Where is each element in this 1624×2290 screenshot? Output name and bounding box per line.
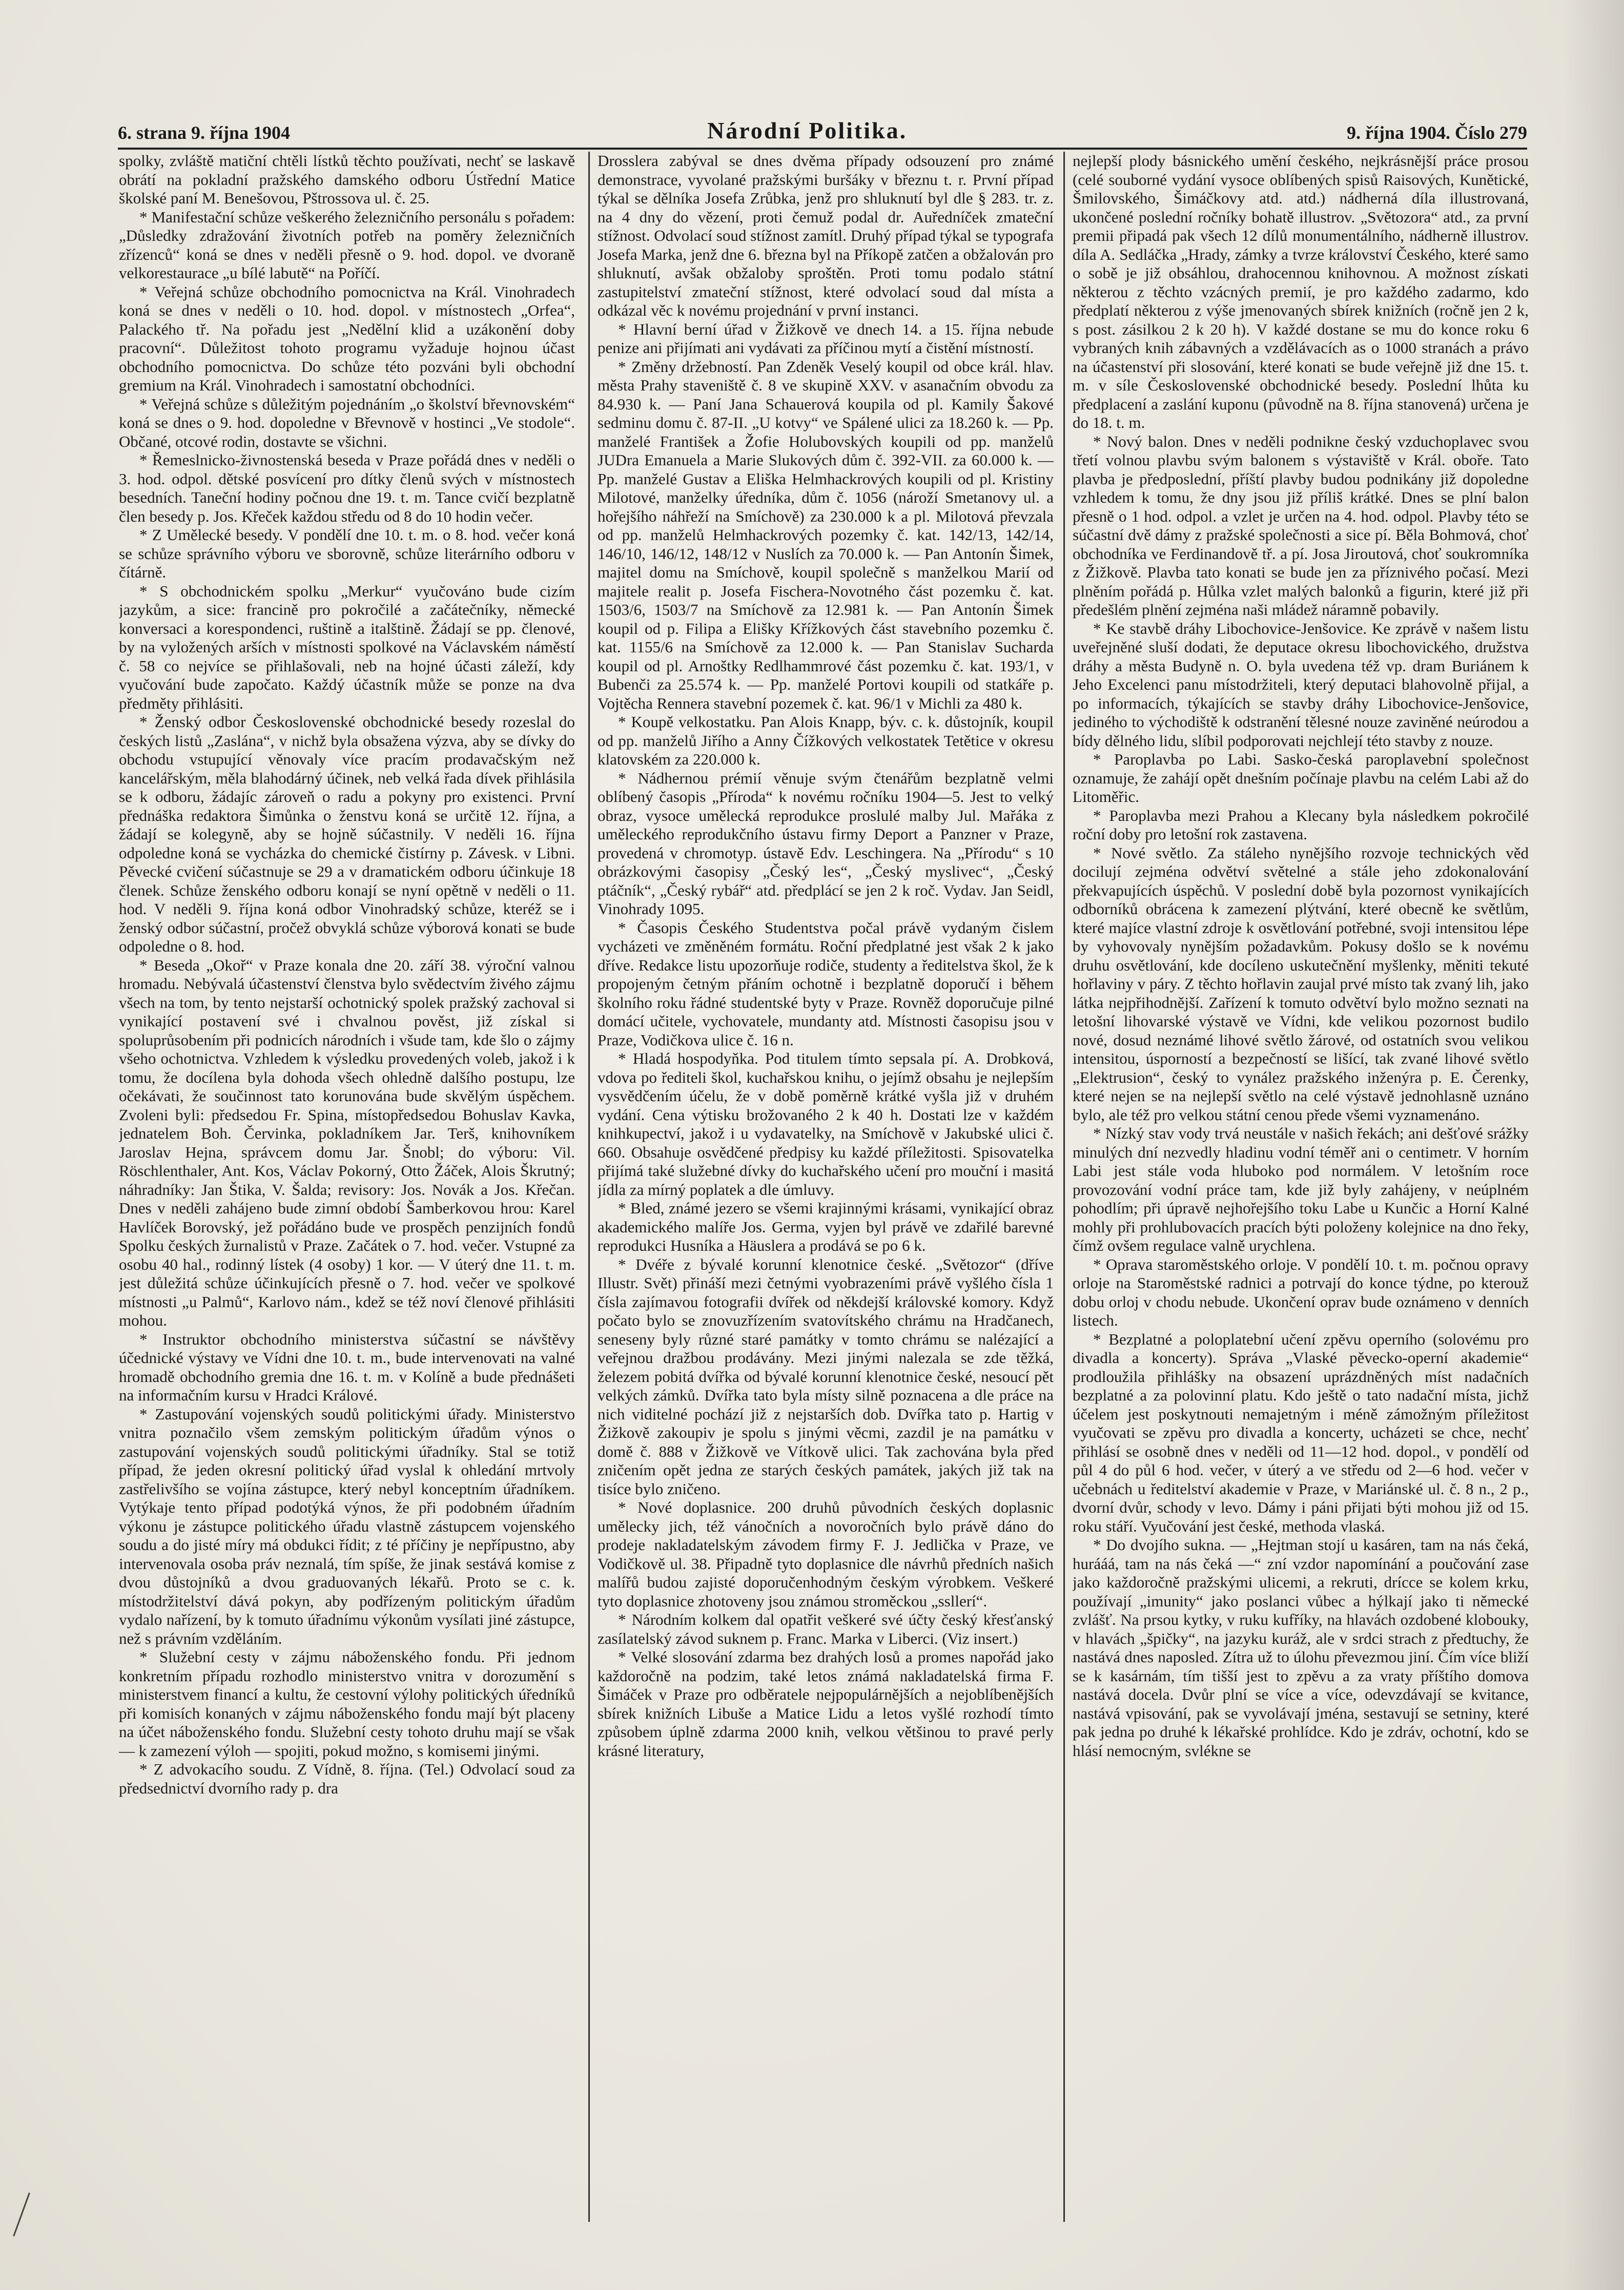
article-paragraph: * Beseda „Okoř“ v Praze konala dne 20. září 38. výroční valnou hromadu. Nebývalá účastenství členstva bylo svědectvím živého zájmu všech na tom, by tento nejstarší ochotnický spolek pražský zachoval si vynikající postavení své i chvalnou pověst, již získal si spoluprůsobením při podnicích národních i všude tam, kde šlo o zájmy všeho ochotnictva. Vzhledem k výsledku provedených voleb, jakož i k tomu, že docílena byla dohoda všech ohledně dalšího postupu, lze očekávati, že součinnost tato korunována bude skvělým úspěchem. Zvoleni byli: předsedou Fr. Spina, místopředsedou Bohuslav Kavka, jednatelem Boh. Červinka, pokladníkem Jar. Terš, knihovníkem Jaroslav Hejna, správcem domu Jar. Šnobl; do výboru: Vil. Röschlenthaler, Ant. Kos, Václav Pokorný, Otto Žáček, Alois Škrutný; náhradníky: Jan Štika, V. Šalda; revisory: Jos. Novák a Jos. Křečan. Dnes v neděli zahájeno bude zimní období Šamberkovou hrou: Karel Havlíček Borovský, jež pořádáno bude ve prospěch penzijních fondů Spolku českých žurnalistů v Praze. Začátek o 7. hod. večer. Vstupné za osobu 40 hal., rodinný lístek (4 osoby) 1 kor. — V úterý dne 11. t. m. jest důležitá schůze účinkujících přesně o 7. hod. večer ve spolkové místnosti „u Palmů“, Karlovo nám., kdež se též noví členové přihlásiti mohou. bbox=[119, 956, 575, 1329]
article-paragraph: * Ženský odbor Československé obchodnické besedy rozeslal do českých listů „Zaslána“, v nichž byla obsažena výzva, aby se dívky do obchodu vstupující věnovaly více pracím prodavačským než kancelářským, měla blahodárný účinek, neb velká řada dívek přihlásila se k odboru, žádajíc zároveň o radu a pokyny pro existenci. První přednáška redaktora Šimůnka o ženstvu koná se určitě 12. října, a žádají se kolegyně, aby se hojně súčastnily. V neděli 16. října odpoledne koná se vycházka do chemické čistírny p. Závesk. v Libni. Pěvecké cvičení súčastnuje se 29 a v dramatickém odboru účinkuje 18 členek. Schůze ženského odboru konají se nyní opětně v neděli o 11. hod. V neděli 9. října koná odbor Vinohradský schůze, kteréž se i ženský odbor súčastní, pročež obvyklá schůze výborová konati se bude odpoledne o 8. hod. bbox=[119, 713, 575, 955]
column-divider bbox=[588, 152, 590, 2222]
article-paragraph: * Hladá hospodyňka. Pod titulem tímto sepsala pí. A. Drobková, vdova po řediteli škol, kuchařskou knihu, o jejímž obsahu je nejlepším vysvědčením účelu, že v době poměrně krátké vyšla již v druhém vydání. Cena výtisku brožovaného 2 k 40 h. Dostati lze v každém knihkupectví, jakož i u vydavatelky, na Smíchově v Jakubské ulici č. 660. Obsahuje osvědčené předpisy ku každé příležitosti. Spisovatelka přijímá také služebné dívky do kuchařského učení pro mouční i masitá jídla za mírný poplatek a dle úmluvy. bbox=[598, 1049, 1054, 1199]
column-divider bbox=[1063, 152, 1065, 2222]
article-paragraph: * Časopis Českého Studentstva počal právě vydaným čislem vycházeti ve změněném formátu. Roční předplatné jest však 2 k jako dříve. Redakce listu upozorňuje rodiče, studenty a ředitelstva škol, že k propojeným četným přáním ochotně i bezplatně doporučí i během školního roku řádné studentské byty v Praze. Rovněž doporučuje pilné domácí učitele, vychovatele, mundanty atd. Místnosti časopisu jsou v Praze, Vodičkova ulice č. 16 n. bbox=[598, 918, 1054, 1049]
article-paragraph: * Nové světlo. Za stáleho nynějšího rozvoje technických věd docilují zejména odvětví světelné a stále jeho zdokonalování překvapujících úspěchů. V poslední době byla pozornost vynikajících odborníků obrácena k zamezení plýtvání, které obecně ke světlům, které majíce vlastní zdroje k osvětlování potřebné, svoji intensitou lépe by vyhovovaly nynějším požadavkům. Pokusy došlo se k novému druhu osvětlování, kde docíleno uskutečnění myšlenky, měniti tekuté hořlaviny v páry. Z těchto hořlavin zaujal prvé místo tak zvaný lih, jako látka nejpřihodnější. Zařízení k tomuto odvětví bylo možno seznati na letošní lihovarské výstavě ve Vídni, kde velikou pozornost budilo nové, dosud neznámé lihové světlo žárové, od ostatních svou velikou intensitou, úsporností a bezpečností se lišící, tak zvané lihové světlo „Elektrusion“, český to vynález pražského inženýra p. E. Čerenky, které nejen se na nejlepší světlo na celé výstavě jednohlasně uznáno bylo, ale též pro velkou státní cenou přede všemi vyznamenáno. bbox=[1073, 843, 1529, 1124]
page-header bbox=[118, 117, 1527, 148]
column-2 bbox=[598, 152, 1054, 2222]
article-paragraph: * Nádhernou prémií věnuje svým čtenářům bezplatně velmi oblíbený časopis „Příroda“ k novému ročníku 1904—5. Jest to velký obraz, vysoce umělecká reprodukce proslulé malby Jul. Mařáka z uměleckého reprodukčního ústavu firmy Deport a Panzner v Praze, provedená v chromotyp. ústavě Edv. Leschingera. Na „Přírodu“ s 10 obrázkovými časopisy „Český les“, „Český myslivec“, „Český ptáčník“, „Český rybář“ atd. předplácí se jen 2 k roč. Vydav. Jan Seidl, Vinohrady 1095. bbox=[598, 769, 1054, 918]
article-paragraph: * Paroplavba po Labi. Sasko-česká paroplavební společnost oznamuje, že zahájí opět dnešním počínaje plavbu na celém Labi až do Litoměřic. bbox=[1073, 750, 1529, 806]
article-paragraph: * Nový balon. Dnes v neděli podnikne český vzduchoplavec svou třetí volnou plavbu svým balonem s výstaviště v Král. oboře. Tato plavba je předposlední, příští plavby budou podnikány již dopoledne vzhledem k tomu, že dny jsou již příliš krátké. Dnes se plní balon přesně o 1 hod. odpol. a vzlet je určen na 4. hod. odpol. Plavby této se súčastní dvě dámy z pražské společnosti a sice pí. Běla Bohmová, choť obchodníka ve Ferdinandově tř. a pí. Josa Jiroutová, choť soukromníka z Žižkově. Plavba tato konati se bude jen za příznivého počasí. Mezi plněním pořádá p. Hůlka vzlet malých balonků a figurin, které již při předešlém plnění zejména naši mládež náramně pobavily. bbox=[1073, 432, 1529, 618]
column-3 bbox=[1073, 152, 1529, 2222]
article-paragraph: * S obchodnickém spolku „Merkur“ vyučováno bude cizím jazykům, a sice: francině pro pokročilé a začátečníky, německé konversaci a korespondenci, ruštině a italštině. Žádají se pp. členové, by na vyložených arších v místnosti spolkové na Václavském náměstí č. 58 co nejvíce se přihlašovali, neb na hojné účasti záleží, kdy vyučování bude započato. Každý účastník může se ponze na dva předměty přihlásiti. bbox=[119, 582, 575, 712]
scan-shadow bbox=[1563, 0, 1624, 2290]
article-paragraph: * Nízký stav vody trvá neustále v našich řekách; ani dešťové srážky minulých dní nezvedly hladinu vodní téměř ani o centimetr. V horním Labi jest stále voda hluboko pod normálem. V letošním roce provozování vodní práce tam, kde již byly zahájeny, v neúplném pohodlím; při úpravě nejhořejšího toku Labe u Kunčic a Horní Kalné mohly při prohlubovacích pracích býti položeny kolejnice na dno řeky, čímž ovšem regulace valně urychlena. bbox=[1073, 1124, 1529, 1254]
article-paragraph: * Bezplatné a poloplatební učení zpěvu operního (solovému pro divadla a koncerty). Správa „Vlaské pěvecko-operní akademie“ prodloužila přihlášky na obsazení uprázdněných míst nadačních bezplatné a za polovinní platu. Kdo ještě o tato nadační místa, jichž účelem jest poskytnouti nemajetným i méně zámožným příležitost vyučovati se zpěvu pro divadla a koncerty, ucházeti se chce, nechť přihlásí se osobně dnes v neděli od 11—12 hod. dopol., v pondělí od půl 4 do půl 6 hod. večer, v úterý a ve středu od 2—6 hod. večer v učebnách u ředitelství akademie v Praze, v Mariánské ul. č. 8 n., 2 p., dvorní dvůr, schody v levo. Dámy i páni přijati býti mohou již od 15. roku stáří. Vyučování jest české, methoda vlaská. bbox=[1073, 1330, 1529, 1535]
article-paragraph: * Velké slosování zdarma bez drahých losů a promes napořád jako každoročně na podzim, také letos známá nakladatelská firma F. Šimáček v Praze pro odběratele nejpopulárnějších a nejoblíbenějších sbírek knižních Libuše a Matice Lidu a letos vyšlé rozhodí tímto způsobem úplně zdarma 2000 knih, velkou většinou to pravé perly krásné literatury, bbox=[598, 1648, 1054, 1760]
article-paragraph: * Veřejná schůze obchodního pomocnictva na Král. Vinohradech koná se dnes v neděli o 10. hod. dopol. v místnostech „Orfea“, Palackého tř. Na pořadu jest „Nedělní klid a uzákonění doby pracovní“. Důležitost tohoto programu vyžaduje hojnou účast obchodního pomocnictva. Do schůze této pozváni byli obchodní gremium na Král. Vinohradech i samostatní obchodníci. bbox=[119, 282, 575, 394]
article-paragraph: * Ke stavbě dráhy Libochovice-Jenšovice. Ke zprávě v našem listu uveřejněné sluší dodati, že deputace okresu libochovického, družstva dráhy a města Budyně n. O. byla uvedena též vp. dram Buriánem k Jeho Excelenci panu místodržiteli, který deputaci blahovolně přijal, a po informacích, týkajících se stavby dráhy Libochovice-Jenšovice, jediného to východiště k odstranění tělesné nouze zaviněné neúrodou a bídy dělného lidu, slíbil podporovati nejchlejí této stavby z nouze. bbox=[1073, 619, 1529, 750]
article-paragraph: * Veřejná schůze s důležitým pojednáním „o školství břevnovském“ koná se dnes o 9. hod. dopoledne v Břevnově v hostinci „Ve stodole“. Občané, otcové rodin, dostavte se všichni. bbox=[119, 395, 575, 450]
article-paragraph: * Bled, známé jezero se všemi krajinnými krásami, vynikající obraz akademického malíře Jos. Germa, vyjen byl právě ve zdařilé barevné reprodukci Husníka a Häuslera a prodává se po 6 k. bbox=[598, 1199, 1054, 1254]
article-paragraph: * Národním kolkem dal opatřit veškeré své účty český křesťanský zasílatelský závod suknem p. Franc. Marka v Liberci. (Viz insert.) bbox=[598, 1611, 1054, 1647]
article-paragraph: * Změny držebností. Pan Zdeněk Veselý koupil od obce král. hlav. města Prahy staveniště č. 8 ve skupině XXV. v asanačním obvodu za 84.930 k. — Paní Jana Schauerová koupila od pl. Kamily Šakové sedminu domu č. 87-II. „U kotvy“ ve Spálené ulici za 18.260 k. — Pp. manželé František a Žofie Holubovských koupili od pp. manželů JUDra Emanuela a Marie Slukových dům č. 392-VII. za 60.000 k. — Pp. manželé Gustav a Eliška Helmhackrových koupili od pl. Kristiny Milotové, manželky úředníka, dům č. 1056 (nároží Smetanovy ul. a hořejšího náhřeží na Smíchově) za 230.000 k a pl. Milotová převzala od pp. manželů Helmhackrových pozemky č. kat. 142/13, 142/14, 146/10, 146/12, 148/12 v Nuslích za 70.000 k. — Pan Antonín Šimek, majitel domu na Smíchově, koupil společně s manželkou Marií od majitele realit p. Josefa Fischera-Novotného část pozemku č. kat. 1503/6, 1503/7 na Smíchově za 12.981 k. — Pan Antonín Šimek koupil od p. Filipa a Elišky Křížkových část stavebního pozemku č. kat. 1155/6 na Smíchově za 12.000 k. — Pan Stanislav Suchardа koupil od pl. Arnoštky Redlhammrové část pozemku č. kat. 193/1, v Bubenči za 25.574 k. — Pp. manželé Portovi koupili od statkáře p. Vojtěcha Rennera stavební pozemek č. kat. 96/1 v Michli za 480 k. bbox=[598, 357, 1054, 712]
article-paragraph: * Oprava staroměstského orloje. V pondělí 10. t. m. počnou opravy orloje na Staroměstské radnici a potrvají do konce týdne, po kterouž dobu orloj v chodu nebude. Ukončení oprav bude oznámeno v denních listech. bbox=[1073, 1255, 1529, 1329]
header-date-left: 6. strana 9. října 1904 bbox=[118, 122, 290, 143]
article-paragraph: * Z advokacího soudu. Z Vídně, 8. října. (Tel.) Odvolací soud za předsednictví dvorního rady p. dra bbox=[119, 1760, 575, 1797]
article-paragraph: spolky, zvláště matiční chtěli lístků těchto používati, nechť se laskavě obrátí na pokladní pražského damského odboru Ústřední Matice školské paní M. Benešovou, Pštrossova ul. č. 25. bbox=[119, 152, 575, 207]
pencil-mark bbox=[13, 2193, 39, 2240]
article-paragraph: * Manifestační schůze veškerého železničního personálu s pořadem: „Důsledky zdražování životních potřeb na poměry železničních zřízenců“ koná se dnes v neděli přesně o 9. hod. dopol. ve dvoraně velkorestaurace „u bílé labutě“ na Poříčí. bbox=[119, 208, 575, 282]
article-paragraph: * Hlavní berní úřad v Žižkově ve dnech 14. a 15. října nebude penize ani přijímati ani vydávati za příčinou mytí a čistění místností. bbox=[598, 320, 1054, 357]
article-paragraph: Drosslera zabýval se dnes dvěma případy odsouzení pro známé demonstrace, vyvolané pražskými buršáky v březnu t. r. První případ týkal se dělníka Josefa Zrůbka, jenž pro shluknutí byl dle § 283. tr. z. na 4 dny do vězení, proti čemuž podal dr. Auředníček zmateční stížnost. Odvolací soud stížnost zamítl. Druhý případ týkal se typografa Josefa Marka, jenž dne 6. března byl na Příkopě zatčen a obžalován pro shluknutí, avšak obžaloby sproštěn. Proti tomu podalo státní zastupitelství zmateční stížnost, které odvolací soud dal místa a odkázal věc k novému projednání v první instanci. bbox=[598, 152, 1054, 319]
article-paragraph: * Dvéře z bývalé korunní klenotnice české. „Světozor“ (dříve Illustr. Svět) přináší mezi četnými vyobrazeními právě vyšlého čísla 1 čísla zajímavou fotografii dvířek od někdejší královské komory. Když počato bylo se znovuzřízením svatovítského chrámu na Hradčanech, seneseny byly různé staré památky v tomto chrámu se nalézající a veřejnou dražbou prodávány. Mezi jinými nalezala se zde těžká, železem pobitá dvířka od bývalé korunní klenotnice české, nesoucí pět velkých zámků. Dvířka tato byla místy silně poznacena a dle práce na nich viditelné pochází již z nejstarších dob. Dvířka tato p. Hartig v Žižkově zakoupiv je spolu s jinými věcmi, zazdil je na památku v domě č. 888 v Žižkově ve Vítkově ulici. Tak zachována byla před zničením opět jedna ze starých českých památek, jakých již tak na tisíce bylo zničeno. bbox=[598, 1255, 1054, 1498]
header-issue-right: 9. října 1904. Číslo 279 bbox=[1346, 122, 1527, 143]
article-paragraph: nejlepší plody básnického umění českého, nejkrásnější práce prosou (celé souborné vydání vysoce oblíbených spisů Raisových, Kunětické, Šmilovského, Šimáčkovy atd. atd.) nádherná díla illustrovaná, ukončené poslední ročníky bohatě illustrov. „Světozora“ atd., za první premii připadá pak všech 12 dílů monumentálního, nádherně illustrov. díla A. Sedláčka „Hrady, zámky a tvrze království Českého, které samo o sobě je již obsáhlou, drahocennou knihovnou. A možnost získati některou z těchto vzácných premií, je pro každého zadarmo, kdo předplatí některou z výše jmenovaných sbírek knižních (ročně jen 2 k, s post. zásilkou 2 k 20 h). V každé dostane se mu do konce roku 6 vybraných knih zábavných a vzdělávacích as o 1000 stranách a právo na účastenství při slosování, které konati se bude veřejně již dne 15. t. m. v síle Československé obchodnické besedy. Poslední lhůta ku předplacení a zaslání kuponu (původně na 8. října stanovená) určena je do 18. t. m. bbox=[1073, 152, 1529, 431]
article-paragraph: * Z Umělecké besedy. V pondělí dne 10. t. m. o 8. hod. večer koná se schůze správního výboru ve sborovně, schůze literárního odboru v čítárně. bbox=[119, 526, 575, 581]
header-rule bbox=[118, 148, 1527, 150]
article-paragraph: * Instruktor obchodního ministerstva súčastní se návštěvy účednické výstavy ve Vídni dne 10. t. m., bude intervenovati na valné hromadě obchodního gremia dne 16. t. m. v Kolíně a bude přednášeti na informačním kursu v Hradci Králové. bbox=[119, 1330, 575, 1404]
article-paragraph: * Služební cesty v zájmu náboženského fondu. Při jednom konkretním případu rozhodlo ministerstvo vnitra v dorozumění s ministerstvem financí a kultu, že cestovní výlohy politických úředníků při komisích konaných v zájmu náboženského fondu mají být placeny na účet náboženského fondu. Služební cesty tohoto druhu mají se však — k zamezení výloh — spojiti, pokud možno, s komisemi jinými. bbox=[119, 1648, 575, 1760]
article-paragraph: * Paroplavba mezi Prahou a Klecany byla následkem pokročilé roční doby pro letošní rok zastavena. bbox=[1073, 806, 1529, 843]
article-paragraph: * Řemeslnicko-živnostenská beseda v Praze pořádá dnes v neděli o 3. hod. odpol. dětské posvícení pro dítky členů svých v místnostech besedních. Taneční hodiny počnou dne 19. t. m. Tance cvičí bezplatně člen besedy p. Jos. Křeček každou středu od 8 do 10 hodin večer. bbox=[119, 451, 575, 525]
article-paragraph: * Nové doplasnice. 200 druhů původních českých doplasnic umělecky jich, též vánočních a novoročních bylo právě dáno do prodeje nakladatelským závodem firmy F. J. Jedlička v Praze, ve Vodičkově ul. 38. Připadně tyto doplasnice dle návrhů předních našich malířů budou zajisté doporučenhodným českým výrobkem. Veškeré tyto doplasnice zhotoveny jsou známou stroměckou „ssllerí“. bbox=[598, 1498, 1054, 1610]
article-paragraph: * Zastupování vojenských soudů politickými úřady. Ministerstvo vnitra poznačilo všem zemským politickým úřadům výnos o zastupování vojenských soudů politickými úřadníky. Stal se totiž případ, že jeden okresní politický úřad vyslal k ohledání mrtvoly zastřelivšího se vojína zástupce, který nebyl konceptním úřadníkem. Vytýkaje tento případ podotýká výnos, že při podobném úřadním výkonu je zástupce politického úřadu vlastně zástupcem vojenského soudu a do jisté míry má obdukci řídit; z té příčiny je nepřípustno, aby intervenovala osoba práv neznalá, tím spíše, že jinak sestává komise z dvou důstojníků a dvou graduovaných lékařů. Proto se c. k. místodržitelství dává pokyn, aby podřízeným politickým úřadům vydalo nařízení, by k tomuto úřadnímu výkonům vysílati jiné zástupce, než s právním vzděláním. bbox=[119, 1405, 575, 1647]
column-1 bbox=[119, 152, 575, 2222]
masthead: Národní Politika. bbox=[707, 117, 908, 143]
article-paragraph: * Do dvojího sukna. — „Hejtman stojí u kasáren, tam na nás čeká, hurááá, tam na nás čeká —“ zní vzdor napomínání a poučování zase jako každoročně pražskými ulicemi, a rekruti, drícce se kolem krku, používají „imunity“ jako poslanci vůbec a hýlkají jako ti německé zvlášť. Na prsou kytky, v ruku kufříky, na hlavách ozdobené klobouky, v hlavách „špičky“, na jazyku kuráž, ale v srdci strach z předtuchy, že nastává dnes naposled. Zítra už to úlohu převezmou jiní. Čím více bliží se k kasárnám, tím tišší jest to zpěvu a za vraty příštího domova nastává docela. Dvůr plní se více a více, odevzdávají se kvitance, nastává vpisování, pak se vyvolávají jména, sestavují se setniny, které pak jedna po druhé k lékařské prohlídce. Kdo je zdráv, ochotní, kdo se hlásí nemocným, svlékne se bbox=[1073, 1536, 1529, 1760]
article-paragraph: * Koupě velkostatku. Pan Alois Knapp, býv. c. k. důstojník, koupil od pp. manželů Jiřího a Anny Čížkových velkostatek Tetětice v okresu klatovském za 220.000 k. bbox=[598, 713, 1054, 768]
